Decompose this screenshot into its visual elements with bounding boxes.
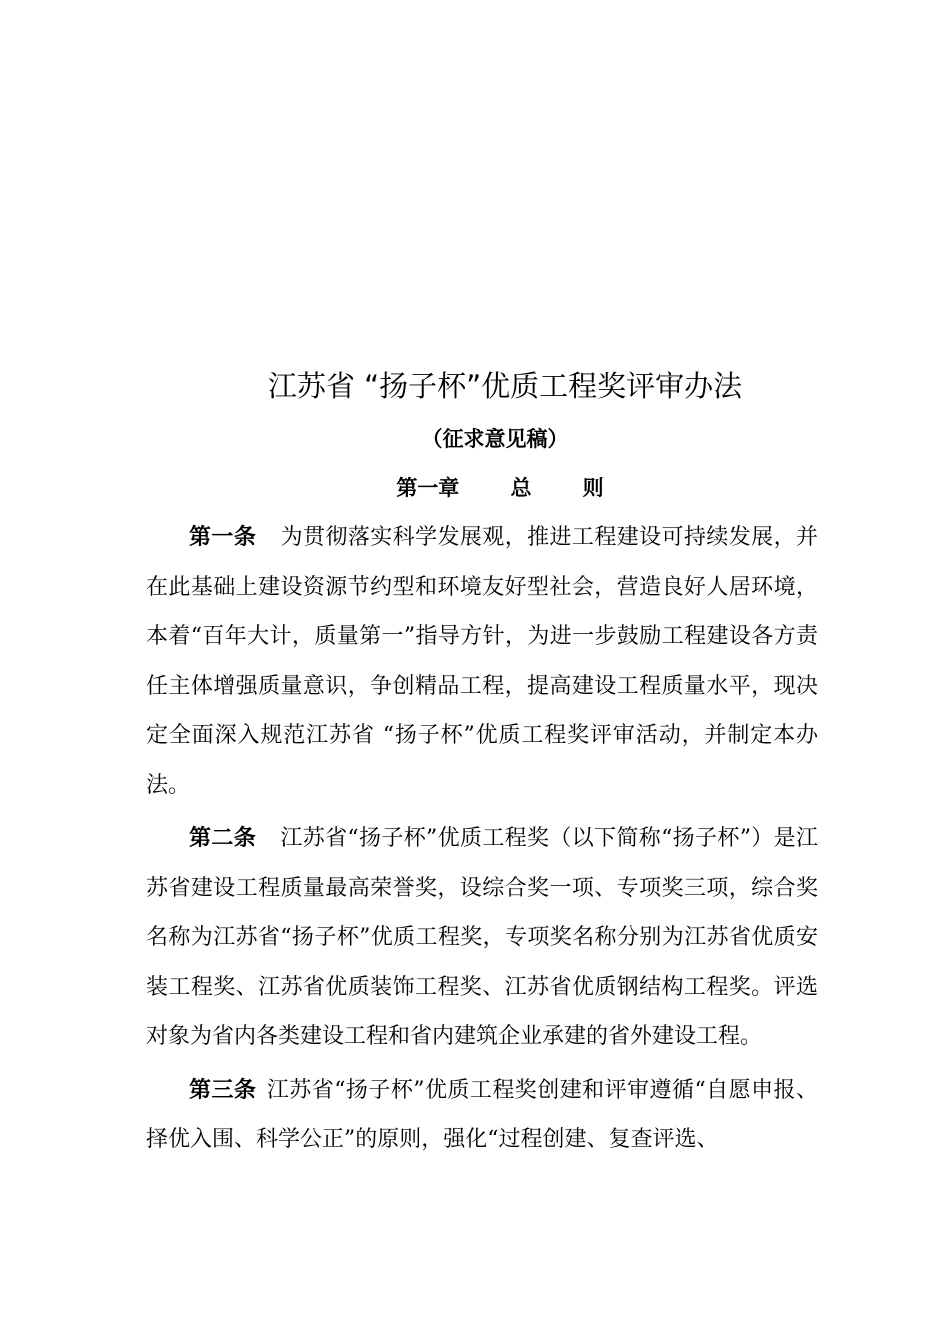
article-label: 第三条 [189, 1077, 257, 1103]
article-text: 为贯彻落实科学发展观，推进工程建设可持续发展，并在此基础上建设资源节约型和环境友好型社会，营造良好人居环境，本着“百年大计，质量第一”指导方针，为进一步鼓励工程建设各方责任主体增强质量意识，争创精品工程，提高建设工程质量水平，现决定全面深入规范江苏省 “扬子杯”优质工程奖评审活动，并制定本办法。 [146, 525, 818, 798]
article-label: 第二条 [189, 826, 257, 851]
article-label: 第一条 [189, 525, 257, 550]
document-title: 江苏省 “扬子杯”优质工程奖评审办法 [267, 369, 743, 403]
article-text: 江苏省“扬子杯”优质工程奖（以下简称“扬子杯”）是江苏省建设工程质量最高荣誉奖，设综合奖一项、专项奖三项，综合奖名称为江苏省“扬子杯”优质工程奖，专项奖名称分别为江苏省优质安装工程奖、江苏省优质装饰工程奖、江苏省优质钢结构工程奖。评选对象为省内各类建设工程和省内建筑企业承建的省外建设工程。 [146, 826, 818, 1049]
article-paragraph [146, 513, 818, 810]
document-subtitle: （征求意见稿） [421, 427, 569, 451]
document-body [146, 513, 818, 1169]
article-text: 江苏省“扬子杯”优质工程奖创建和评审遵循“自愿申报、择优入围、科学公正”的原则，强化“过程创建、复查评选、 [146, 1077, 818, 1152]
article-paragraph [146, 814, 818, 1062]
chapter-heading: 第一章 总 则 [396, 476, 604, 500]
article-paragraph [146, 1066, 818, 1165]
